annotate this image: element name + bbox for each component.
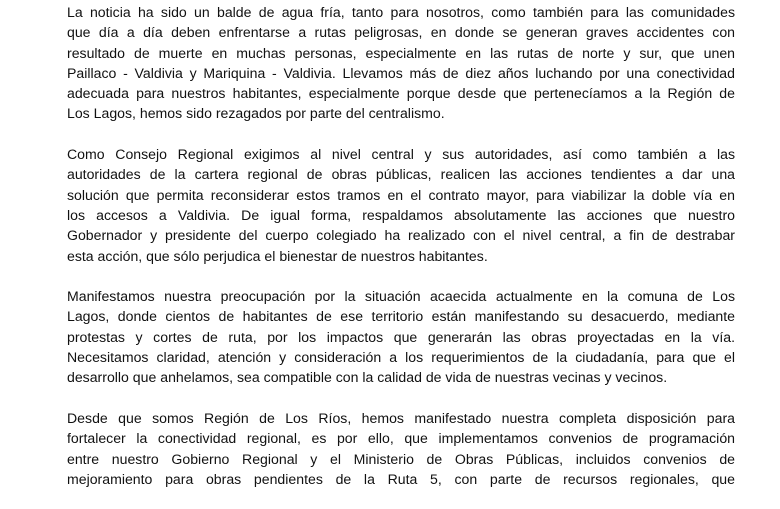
text-line: solución que permita reconsiderar estos tramos en el contrato mayor, para viabilizar la doble vía en bbox=[67, 186, 735, 203]
paragraph-3 bbox=[67, 286, 735, 387]
text-line: autoridades de la cartera regional de obras públicas, realicen las acciones tendientes a dar una bbox=[67, 166, 735, 183]
text-line: Gobernador y presidente del cuerpo colegiado ha realizado con el nivel central, a fin de destrabar bbox=[67, 227, 735, 244]
text-line: resultado de muerte en muchas personas, especialmente en las rutas de norte y sur, que unen bbox=[67, 44, 735, 61]
text-line: La noticia ha sido un balde de agua fría, tanto para nosotros, como también para las comunidades bbox=[67, 4, 735, 20]
text-line: los accesos a Valdivia. De igual forma, respaldamos absolutamente las acciones que nuestro bbox=[67, 206, 735, 223]
text-line: entre nuestro Gobierno Regional y el Ministerio de Obras Públicas, incluidos convenios de bbox=[67, 450, 735, 467]
text-line: que día a día deben enfrentarse a rutas peligrosas, en donde se generan graves accidentes con bbox=[67, 24, 735, 41]
text-line: mejoramiento para obras pendientes de la Ruta 5, con parte de recursos regionales, que bbox=[67, 470, 735, 487]
text-line: Lagos, donde cientos de habitantes de ese territorio están manifestando su desacuerdo, mediante bbox=[67, 308, 735, 325]
text-line: Como Consejo Regional exigimos al nivel central y sus autoridades, así como también a las bbox=[67, 146, 735, 163]
text-line: desarrollo que anhelamos, sea compatible con la calidad de vida de nuestras vecinas y vecinos. bbox=[67, 369, 668, 386]
text-line: Los Lagos, hemos sido rezagados por parte del centralismo. bbox=[67, 105, 445, 122]
text-line: Necesitamos claridad, atención y consideración a los requerimientos de la ciudadanía, para que el bbox=[67, 349, 735, 366]
text-line: adecuada para nuestros habitantes, especialmente porque desde que pertenecíamos a la Región de bbox=[67, 85, 735, 102]
text-line: Paillaco - Valdivia y Mariquina - Valdivia. Llevamos más de diez años luchando por una conectividad bbox=[67, 64, 735, 81]
text-line: esta acción, que sólo perjudica el bienestar de nuestros habitantes. bbox=[67, 247, 488, 264]
paragraph-4 bbox=[67, 408, 735, 489]
text-line: Manifestamos nuestra preocupación por la situación acaecida actualmente en la comuna de Los bbox=[67, 288, 735, 305]
text-line: protestas y cortes de ruta, por los impactos que generarán las obras proyectadas en la vía. bbox=[67, 328, 735, 345]
text-line: fortalecer la conectividad regional, es por ello, que implementamos convenios de programación bbox=[67, 430, 735, 447]
paragraph-2 bbox=[67, 144, 735, 266]
document-body bbox=[67, 2, 735, 509]
paragraph-1 bbox=[67, 2, 735, 124]
text-line: Desde que somos Región de Los Ríos, hemos manifestado nuestra completa disposición para bbox=[67, 409, 735, 426]
